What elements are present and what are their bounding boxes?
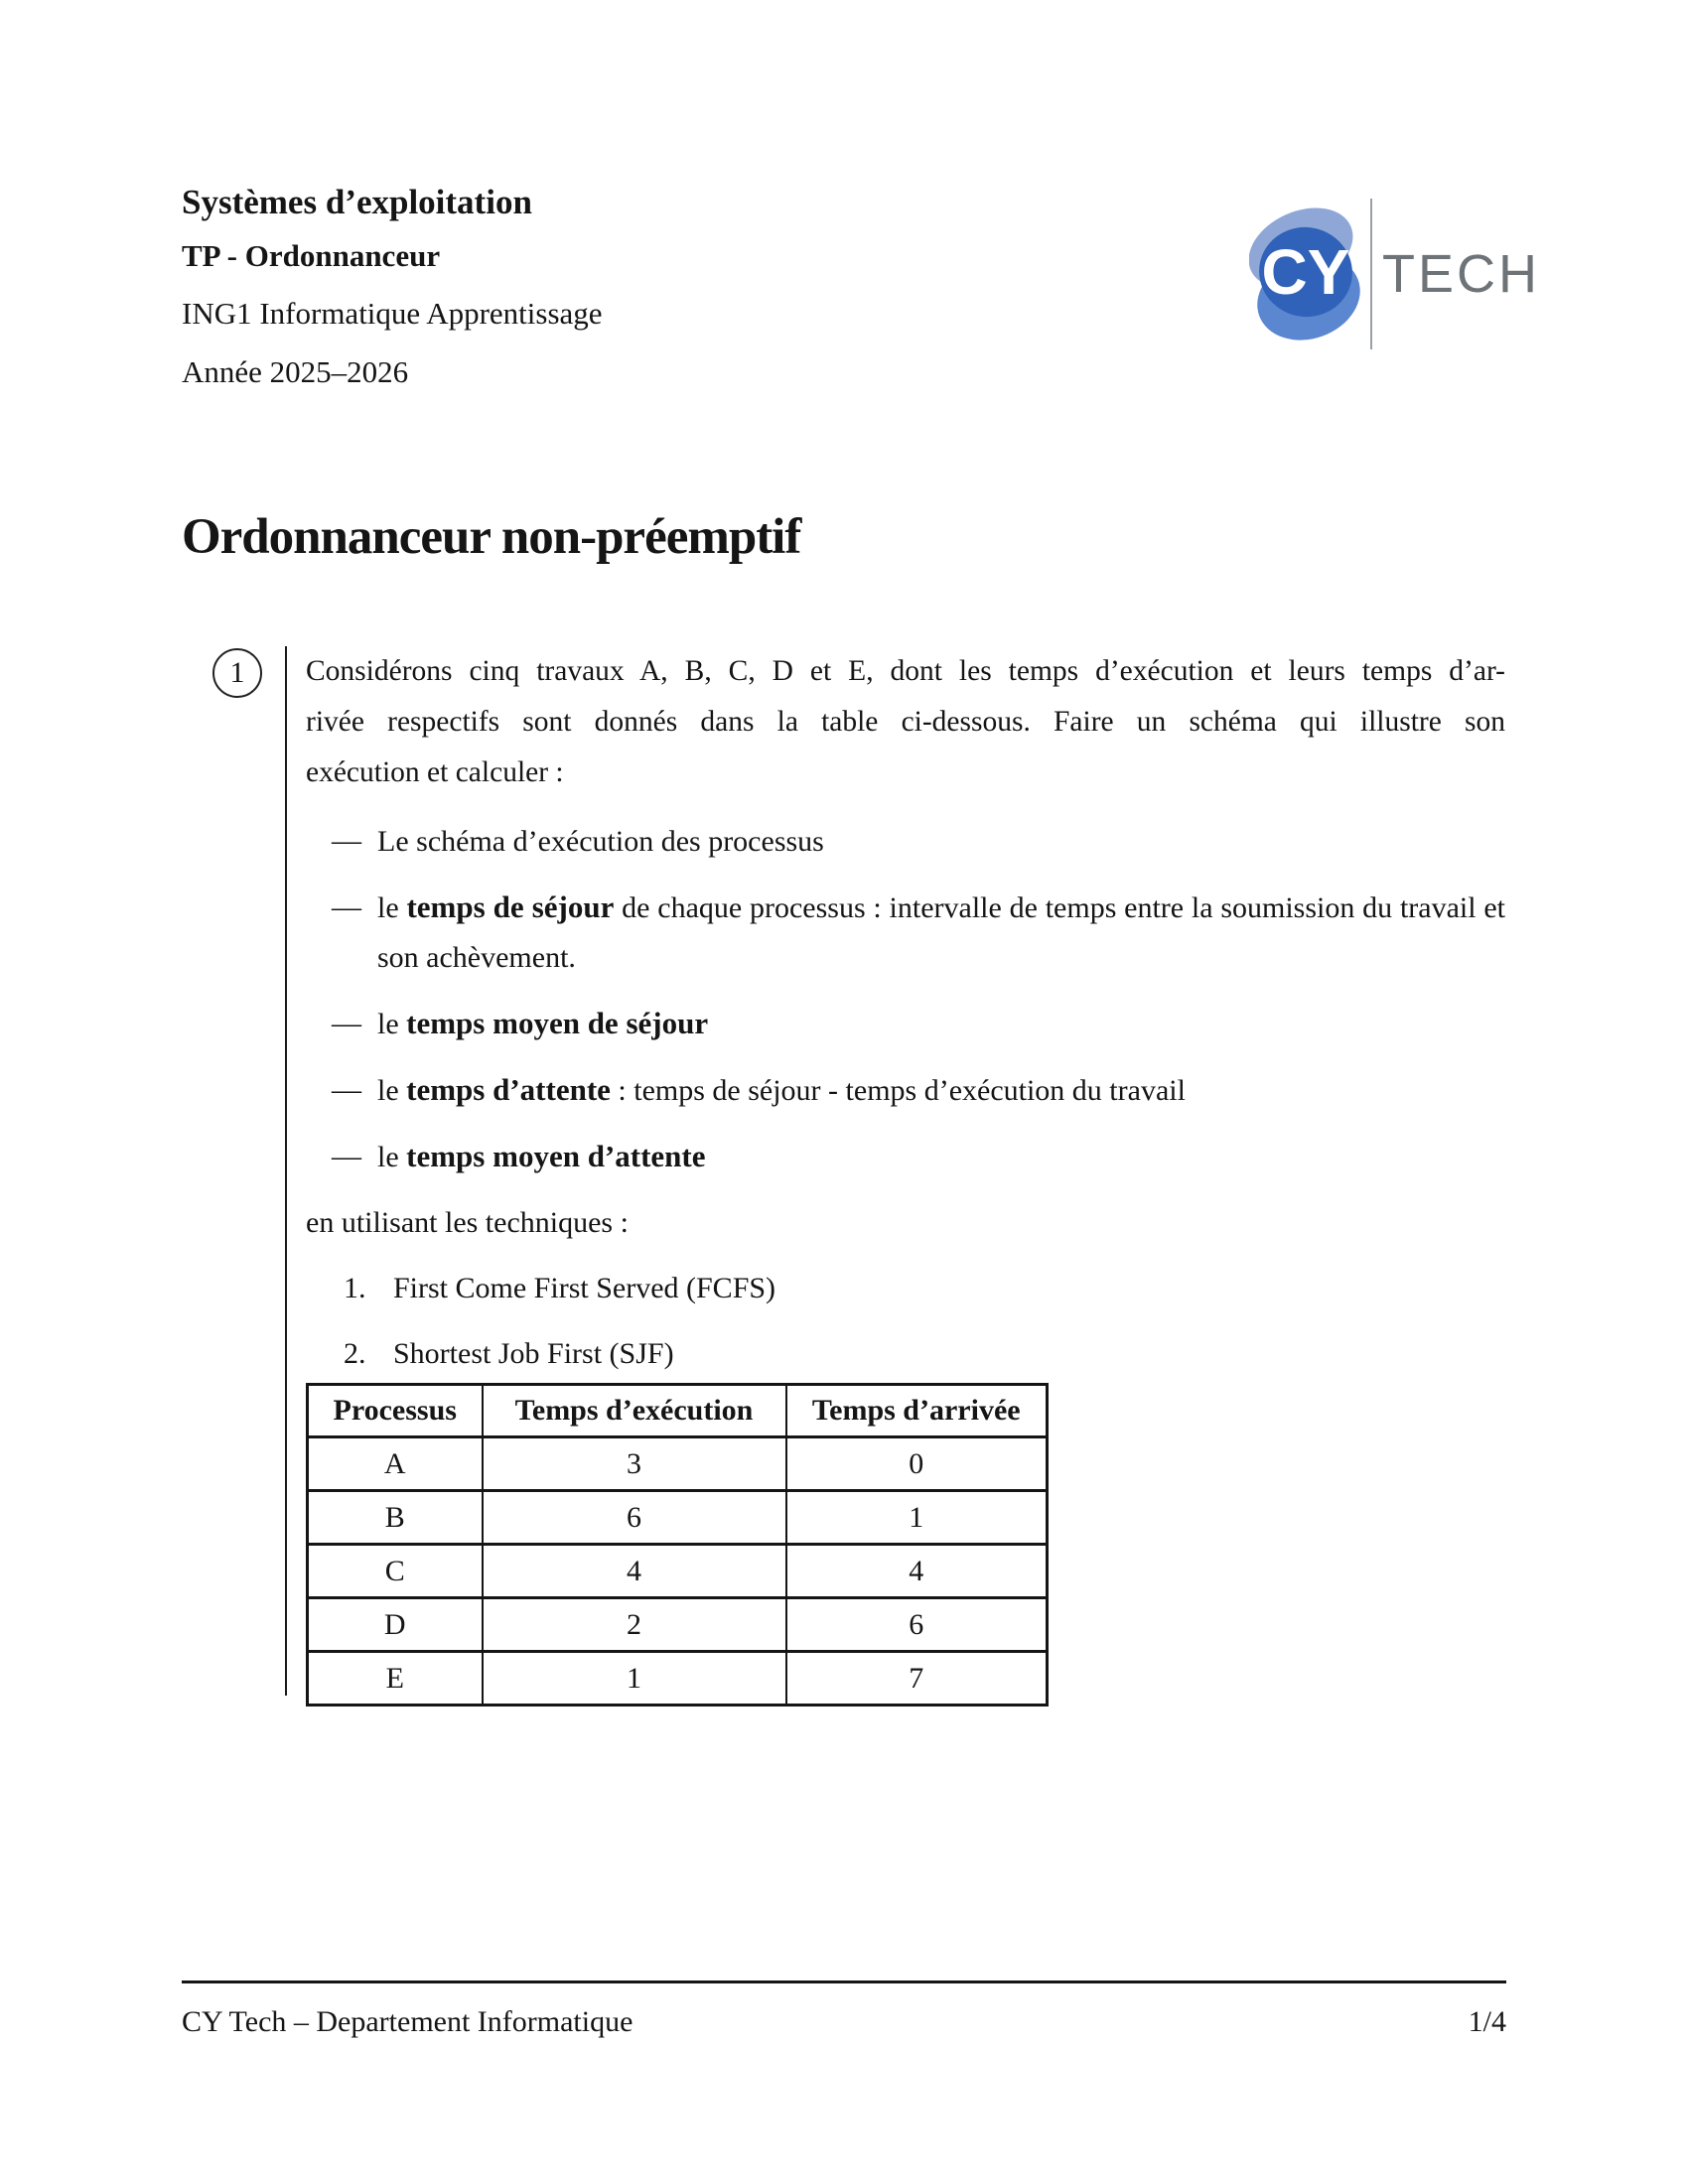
- cell-arrival-time: 0: [786, 1437, 1048, 1491]
- col-header-processus: Processus: [308, 1385, 483, 1437]
- cell-exec-time: 3: [483, 1437, 786, 1491]
- statement-line: exécution et calculer :: [306, 756, 564, 788]
- cell-arrival-time: 6: [786, 1598, 1048, 1652]
- cell-exec-time: 1: [483, 1652, 786, 1706]
- col-header-arrivee: Temps d’arrivée: [786, 1385, 1048, 1437]
- cy-logo-icon: [1249, 205, 1364, 343]
- list-item: [306, 883, 1505, 983]
- table-row: [308, 1437, 1048, 1491]
- table-row: [308, 1652, 1048, 1706]
- page-title: Ordonnanceur non-préemptif: [182, 509, 801, 565]
- col-header-execution: Temps d’exécution: [483, 1385, 786, 1437]
- requirement-list: [306, 816, 1505, 1182]
- techniques-intro: en utilisant les techniques :: [306, 1206, 629, 1239]
- list-item: [306, 1132, 1505, 1182]
- technique-label: Shortest Job First (SJF): [393, 1337, 674, 1370]
- list-item-text: le temps moyen de séjour: [377, 1006, 709, 1040]
- exercise-number-badge: 1: [212, 648, 262, 698]
- table-row: [308, 1545, 1048, 1598]
- statement-line: rivée respectifs sont donnés dans la table ci-dessous. Faire un schéma qui illustre son: [306, 706, 1505, 738]
- bullet-dash: —: [332, 1073, 361, 1106]
- exercise-content: [306, 646, 1505, 1706]
- footer-rule: [182, 1980, 1506, 1983]
- table-row: [308, 1598, 1048, 1652]
- cell-exec-time: 2: [483, 1598, 786, 1652]
- cell-arrival-time: 1: [786, 1491, 1048, 1545]
- cell-process: E: [308, 1652, 483, 1706]
- technique-item: [306, 1264, 1505, 1313]
- cell-process: A: [308, 1437, 483, 1491]
- list-item: [306, 999, 1505, 1049]
- bullet-dash: —: [332, 890, 361, 923]
- cell-arrival-time: 7: [786, 1652, 1048, 1706]
- footer-department: CY Tech – Departement Informatique: [182, 2005, 633, 2038]
- list-item-text: Le schéma d’exécution des processus: [377, 825, 824, 858]
- logo-cy-text: CY: [1261, 236, 1350, 308]
- cell-arrival-time: 4: [786, 1545, 1048, 1598]
- list-item: [306, 816, 1505, 867]
- cell-process: B: [308, 1491, 483, 1545]
- bullet-dash: —: [332, 1007, 361, 1039]
- exercise-vertical-rule: [285, 646, 287, 1696]
- program-line: ING1 Informatique Apprentissage: [182, 296, 603, 331]
- exercise-statement: [306, 646, 1505, 798]
- technique-item: [306, 1329, 1505, 1379]
- technique-number: 1.: [344, 1272, 366, 1304]
- statement-line: Considérons cinq travaux A, B, C, D et E, dont les temps d’exécution et leurs temps d’ar-: [306, 655, 1505, 687]
- cell-process: C: [308, 1545, 483, 1598]
- bullet-dash: —: [332, 1140, 361, 1172]
- logo-divider: [1370, 199, 1372, 349]
- year-line: Année 2025–2026: [182, 354, 409, 389]
- document-header: [182, 185, 603, 387]
- list-item-text: le temps de séjour de chaque processus : intervalle de temps entre la soumission du travail et son achèvement.: [377, 889, 1506, 974]
- cell-exec-time: 4: [483, 1545, 786, 1598]
- tp-subtitle: TP - Ordonnanceur: [182, 238, 441, 273]
- technique-number: 2.: [344, 1337, 366, 1370]
- course-title: Systèmes d’exploitation: [182, 183, 532, 221]
- page-footer: [182, 2001, 1506, 2043]
- list-item-text: le temps moyen d’attente: [377, 1139, 706, 1173]
- table-header-row: [308, 1385, 1048, 1437]
- process-table: [306, 1383, 1049, 1706]
- table-row: [308, 1491, 1048, 1545]
- bullet-dash: —: [332, 824, 361, 857]
- cell-process: D: [308, 1598, 483, 1652]
- cell-exec-time: 6: [483, 1491, 786, 1545]
- footer-page-number: 1/4: [1468, 2005, 1506, 2038]
- logo-tech-text: TECH: [1382, 244, 1540, 304]
- list-item-text: le temps d’attente : temps de séjour - temps d’exécution du travail: [377, 1072, 1186, 1107]
- technique-label: First Come First Served (FCFS): [393, 1272, 776, 1304]
- list-item: [306, 1065, 1505, 1116]
- cytech-logo: [1249, 199, 1540, 349]
